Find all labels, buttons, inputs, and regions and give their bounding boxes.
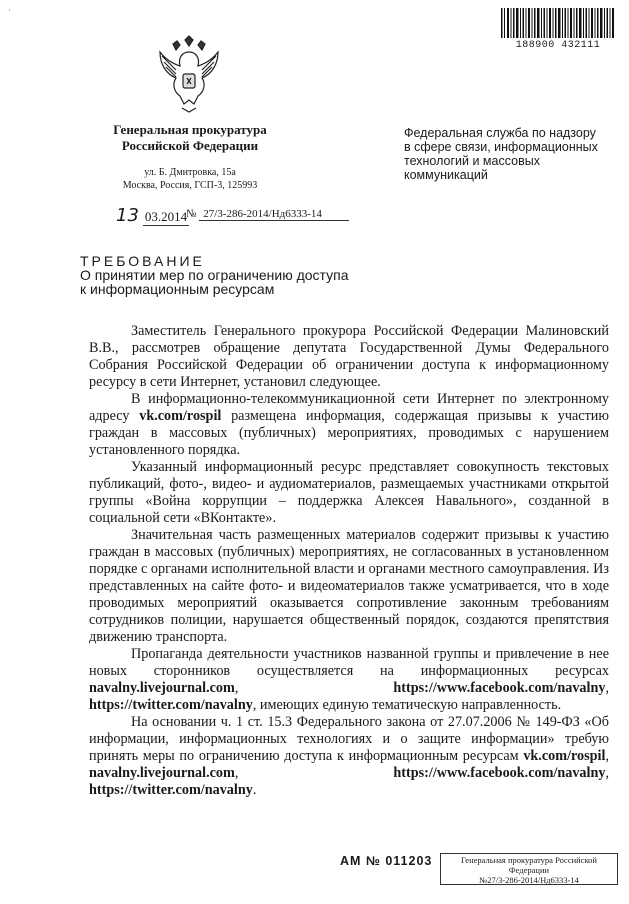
stamp-line1: Генеральная прокуратура Российской bbox=[461, 855, 597, 865]
link-livejournal-2: navalny.livejournal.com bbox=[89, 765, 235, 781]
recipient-line4: коммуникаций bbox=[404, 168, 488, 182]
stamp-line3: №27/3-286-2014/Нд6333-14 bbox=[479, 875, 579, 885]
link-twitter-2: https://twitter.com/navalny bbox=[89, 782, 253, 798]
p6-sep-2: , bbox=[234, 765, 394, 781]
link-facebook: https://www.facebook.com/navalny bbox=[393, 680, 606, 696]
paragraph-3: Указанный информационный ресурс представляет совокупность текстовых публикаций, фото-, видео- и аудиоматериалов, размещаемых участниками открытой группы «Война коррупции – поддержка Алексея Навального», созданной в социальной сети «ВКонтакте». bbox=[89, 459, 609, 526]
issuer-address-line2: Москва, Россия, ГСП-3, 125993 bbox=[122, 180, 258, 191]
p5-text-b: , имеющих единую тематическую направленность. bbox=[252, 697, 562, 713]
issuer-name-line2: Российской Федерации bbox=[121, 138, 259, 153]
date-day-handwritten: 13 bbox=[116, 205, 139, 226]
link-vk-rospil-2: vk.com/rospil bbox=[523, 748, 606, 764]
paragraph-6 bbox=[89, 714, 609, 799]
paragraph-2 bbox=[89, 391, 609, 459]
issuer-block bbox=[80, 122, 300, 154]
subject-line2: к информационным ресурсам bbox=[80, 281, 275, 297]
link-livejournal: navalny.livejournal.com bbox=[89, 680, 235, 696]
document-type-heading: ТРЕБОВАНИЕ bbox=[80, 253, 205, 269]
subject-line1: О принятии мер по ограничению доступа bbox=[80, 267, 349, 283]
number-value: 27/3-286-2014/Нд6333-14 bbox=[199, 208, 349, 221]
document-body bbox=[89, 323, 609, 799]
p6-sep-3: , bbox=[605, 765, 609, 781]
document-date bbox=[116, 205, 189, 226]
issuer-address bbox=[80, 166, 300, 192]
paragraph-1: Заместитель Генерального прокурора Российской Федерации Малиновский В.В., рассмотрев обращение депутата Государственной Думы Федерального Собрания Российской Федерации об ограничении доступа к информационному ресурсу в сети Интернет, установил следующее. bbox=[89, 323, 609, 390]
date-rest: 03.2014 bbox=[144, 209, 188, 224]
p5-text-a: Пропаганда деятельности участников названной группы и привлечение в нее новых сторонников осуществляется на информационных ресурсах bbox=[89, 646, 609, 679]
document-number bbox=[186, 208, 349, 221]
issuer-name-line1: Генеральная прокуратура bbox=[113, 122, 267, 137]
scan-mark: · bbox=[8, 6, 11, 15]
document-subject bbox=[80, 268, 410, 296]
p6-text-a: На основании ч. 1 ст. 15.3 Федерального закона от 27.07.2006 № 149-ФЗ «Об информации, информационных технологиях и о защите информации» требую принять меры по ограничению доступа к информационным ресурсам bbox=[89, 714, 609, 764]
link-twitter: https://twitter.com/navalny bbox=[89, 697, 253, 713]
p6-end: . bbox=[252, 782, 257, 798]
registration-stamp bbox=[440, 853, 618, 885]
form-serial-number: АМ № 011203 bbox=[340, 854, 433, 868]
p2-text-b: размещена информация, содержащая призывы к участию граждан в массовых (публичных) мероприятиях, проводимых с нарушением установленного порядка. bbox=[89, 408, 609, 458]
issuer-address-line1: ул. Б. Дмитровка, 15а bbox=[144, 167, 236, 178]
number-label: № bbox=[186, 208, 197, 220]
coat-of-arms-emblem bbox=[154, 34, 224, 114]
p6-sep-1: , bbox=[605, 748, 609, 764]
link-vk-rospil: vk.com/rospil bbox=[139, 408, 222, 424]
p5-sep-2: , bbox=[605, 680, 609, 696]
paragraph-5 bbox=[89, 646, 609, 714]
recipient-line1: Федеральная служба по надзору bbox=[404, 126, 596, 140]
paragraph-4: Значительная часть размещенных материалов содержит призывы к участию граждан в массовых (публичных) мероприятиях, не согласованных в установленном порядке с органами исполнительной власти и органами местного самоуправления. Из представленных на сайте фото- и видеоматериалов также усматривается, что в ходе проводимых мероприятий оказывается сопротивление законным требованиям сотрудников полиции, нарушается общественный порядок, создаются препятствия движению транспорта. bbox=[89, 527, 609, 645]
barcode bbox=[499, 6, 617, 40]
barcode-number: 188900 432111 bbox=[515, 40, 601, 51]
recipient-line2: в сфере связи, информационных bbox=[404, 140, 598, 154]
recipient-line3: технологий и массовых bbox=[404, 154, 540, 168]
p2-text-a: В информационно-телекоммуникационной сети Интернет по электронному адресу bbox=[89, 391, 609, 424]
recipient-block bbox=[404, 126, 624, 182]
link-facebook-2: https://www.facebook.com/navalny bbox=[393, 765, 606, 781]
stamp-line2: Федерации bbox=[508, 865, 550, 875]
p5-sep-1: , bbox=[234, 680, 394, 696]
